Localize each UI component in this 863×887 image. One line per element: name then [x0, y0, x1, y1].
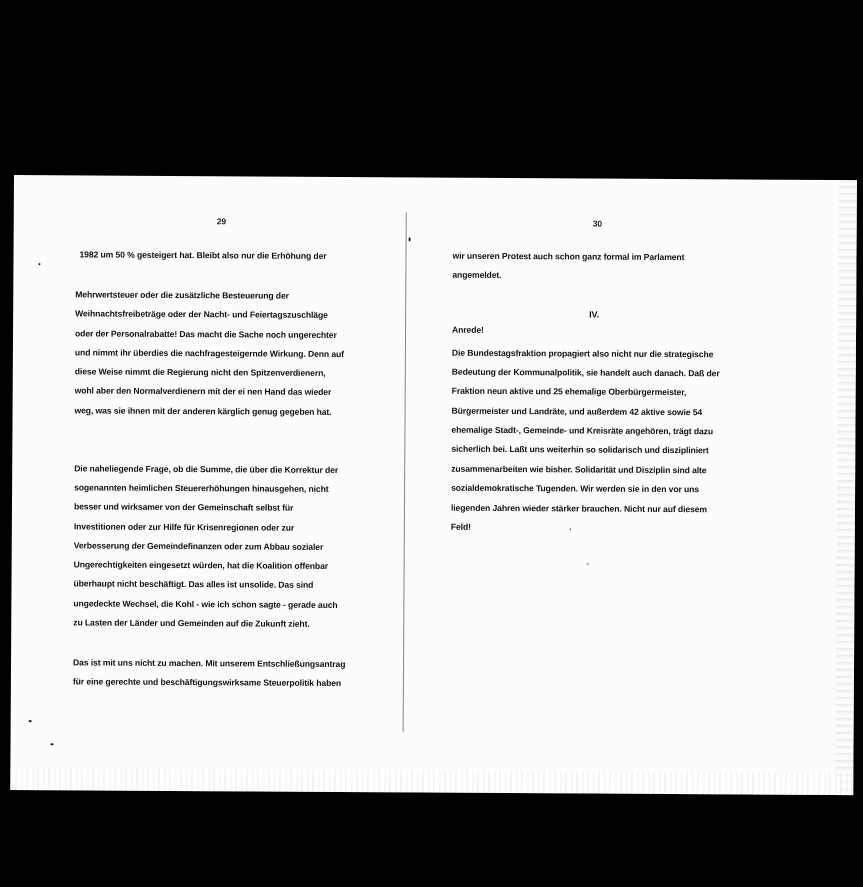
scan-speck: [587, 564, 589, 565]
scan-speck: [29, 720, 32, 722]
right-line-2: angemeldet.: [452, 269, 502, 280]
left-line-5: und nimmt ihr überdies die nachfragesteigernde Wirkung. Denn auf: [74, 347, 344, 360]
left-line-8: weg, was sie ihnen mit der anderen kärglich genug gegeben hat.: [74, 405, 332, 417]
left-line-6: diese Weise nimmt die Regierung nicht den Spitzenverdienern,: [74, 366, 326, 378]
left-line-17: zu Lasten der Länder und Gemeinden auf die Zukunft zieht.: [73, 617, 310, 629]
left-line-11: besser und wirksamer von der Gemeinschaft selbst für: [73, 501, 294, 513]
right-line-7: Bürgermeister und Landräte, und außerdem 42 aktive sowie 54: [451, 405, 703, 418]
right-line-6: Fraktion neun aktive und 25 ehemalige Oberbürgermeister,: [451, 385, 687, 398]
right-line-8: ehemalige Stadt-, Gemeinde- und Kreisräte angehören, trägt dazu: [451, 424, 714, 437]
scanned-document: [10, 175, 857, 795]
right-line-12: liegenden Jahren wieder stärker brauchen. Nicht nur auf diesem: [450, 502, 708, 515]
left-line-4: oder der Personalrabatte! Das macht die Sache noch ungerechter: [75, 328, 337, 340]
left-line-1: 1982 um 50 % gesteigert hat. Bleibt also nur die Erhöhung der: [79, 249, 327, 261]
left-page-number: 29: [216, 216, 227, 227]
right-line-5: Bedeutung der Kommunalpolitik, sie handelt auch danach. Daß der: [451, 366, 720, 379]
left-line-18: Das ist mit uns nicht zu machen. Mit unserem Entschließungsantrag: [72, 657, 346, 670]
scan-speck: [570, 528, 571, 530]
right-line-3: Anrede!: [452, 324, 484, 335]
left-line-15: überhaupt nicht beschäftigt. Das alles ist unsolide. Das sind: [73, 578, 314, 590]
left-line-7: wohl aber den Normalverdienern mit der ei nen Hand das wieder: [74, 385, 332, 397]
right-line-11: sozialdemokratische Tugenden. Wir werden sie in den vor uns: [451, 482, 700, 495]
left-line-10: sogenannten heimlichen Steuererhöhungen hinausgehen, nicht: [74, 482, 329, 494]
scan-speck: [51, 743, 54, 745]
scan-noise-right: [835, 180, 857, 795]
left-line-19: für eine gerechte und beschäftigungswirksame Steuerpolitik haben: [72, 676, 342, 689]
left-line-12: Investitionen oder zur Hilfe für Krisenregionen oder zur: [73, 521, 295, 533]
left-line-3: Weihnachtsfreibeträge oder der Nacht- und Feiertagszuschläge: [75, 308, 328, 320]
section-heading: IV.: [589, 309, 600, 320]
page-divider: [403, 212, 407, 732]
right-line-9: sicherlich bei. Laßt uns weiterhin so solidarisch und diszipliniert: [451, 443, 709, 456]
left-line-14: Ungerechtigkeiten eingesetzt würden, hat die Koalition offenbar: [73, 559, 329, 571]
left-line-2: Mehrwertsteuer oder die zusätzliche Besteuerung der: [75, 289, 289, 301]
left-line-9: Die naheliegende Frage, ob die Summe, die über die Korrektur der: [74, 463, 339, 475]
right-page-number: 30: [592, 218, 603, 229]
left-line-16: ungedeckte Wechsel, die Kohl - wie ich schon sagte - gerade auch: [73, 598, 338, 610]
scan-speck: [409, 237, 411, 241]
left-line-13: Verbesserung der Gemeindefinanzen oder zum Abbau sozialer: [73, 540, 324, 552]
right-line-10: zusammenarbeiten wie bisher. Solidarität und Disziplin sind alte: [451, 463, 707, 476]
right-line-13: Feld!: [450, 521, 471, 532]
scan-noise-bottom: [10, 768, 853, 795]
right-line-4: Die Bundestagsfraktion propagiert also nicht nur die strategische: [451, 347, 714, 360]
right-line-1: wir unseren Protest auch schon ganz formal im Parlament: [452, 250, 685, 263]
scan-speck: [38, 263, 40, 265]
